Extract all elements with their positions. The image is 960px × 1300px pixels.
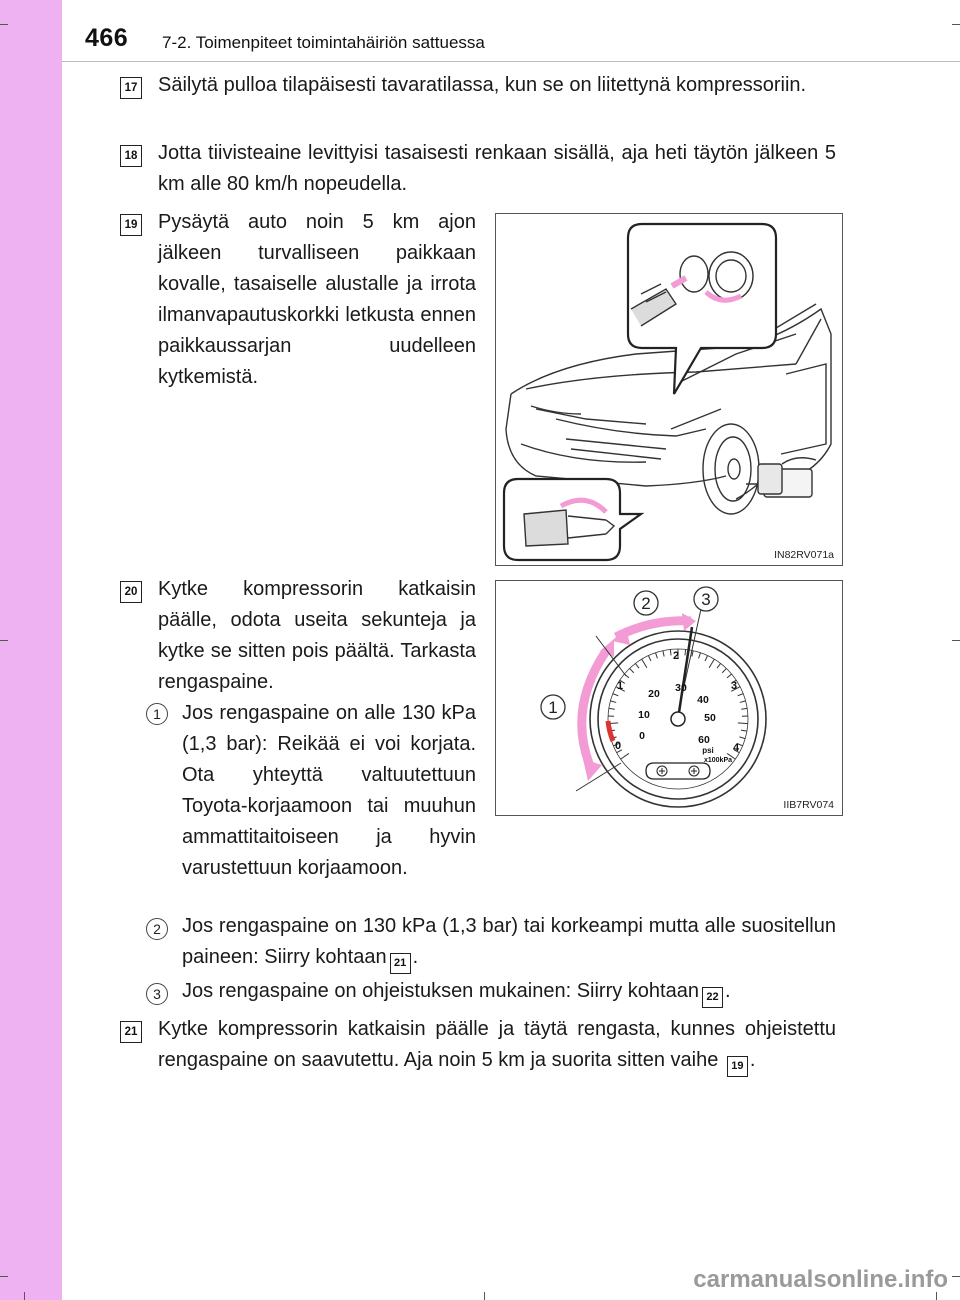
gauge-tick <box>609 708 615 709</box>
step-badge-21: 21 <box>120 1021 142 1043</box>
step-reference-22[interactable]: 22 <box>702 987 723 1008</box>
gauge-outer-tick-label: 2 <box>672 650 680 662</box>
step-badge-19: 19 <box>120 214 142 236</box>
sub-item-number-2: 2 <box>146 918 168 940</box>
gauge-inner-tick-label: 10 <box>638 709 650 721</box>
gauge-inner-tick-label: 30 <box>675 682 687 694</box>
gauge-tick <box>699 653 701 659</box>
gauge-tick <box>741 708 747 709</box>
gauge-illustration <box>496 581 842 815</box>
step-20-text: Kytke kompressorin katkaisin päälle, odota useita sekunteja ja kytke se sitten pois päältä. Tarkasta rengaspaine. <box>158 578 476 693</box>
step-reference-21[interactable]: 21 <box>390 953 411 974</box>
section-title: 7-2. Toimenpiteet toimintahäiriön sattuessa <box>162 33 485 52</box>
figure-code: IN82RV071a <box>774 549 834 561</box>
sub-item-number-1: 1 <box>146 703 168 725</box>
step-reference-19[interactable]: 19 <box>727 1056 748 1077</box>
crop-mark <box>952 1276 960 1277</box>
step-17-text: Säilytä pulloa tilapäisesti tavaratilassa, kun se on liitettynä kompressoriin. <box>158 74 807 96</box>
gauge-outer-tick-label: 3 <box>730 680 738 692</box>
gauge-callout-number: 2 <box>641 594 651 613</box>
gauge-callout-number: 3 <box>701 590 711 609</box>
gauge-tick <box>705 656 708 661</box>
car-repair-kit-figure <box>495 213 843 566</box>
gauge-tick <box>738 694 744 696</box>
pressure-gauge-figure <box>495 580 843 816</box>
gauge-inner-tick-label: 40 <box>697 694 709 706</box>
gauge-tick <box>685 649 686 655</box>
header-divider <box>62 61 960 62</box>
step-badge-17: 17 <box>120 77 142 99</box>
gauge-tick <box>663 651 664 657</box>
gauge-inner-tick-label: 60 <box>698 734 710 746</box>
step-badge-18: 18 <box>120 145 142 167</box>
gauge-tick <box>741 730 747 731</box>
gauge-tick <box>621 753 629 759</box>
gauge-tick <box>740 701 746 703</box>
sub-item-1-text: Jos rengaspaine on alle 130 kPa (1,3 bar): Reikää ei voi korjata. Ota yhteyttä valtuutettuun Toyota-korjaamoon tai muuhun ammattitaitoiseen ja hyvin varustettuun korjaamoon. <box>182 702 476 879</box>
gauge-tick <box>717 663 721 668</box>
car-illustration <box>496 214 842 565</box>
step-badge-20: 20 <box>120 581 142 603</box>
page-number: 466 <box>85 24 129 52</box>
gauge-tick <box>709 659 714 668</box>
gauge-tick <box>722 668 726 672</box>
gauge-inner-tick-label: 20 <box>648 688 660 700</box>
step-21-text: Kytke kompressorin katkaisin päälle ja täytä rengasta, kunnes ohjeistettu rengaspaine on saavutettu. Aja noin 5 km ja suorita sitten vaihe 19 . <box>158 1014 836 1077</box>
gauge-tick <box>630 668 634 672</box>
gauge-tick <box>655 653 657 659</box>
gauge-inner-tick-label: 50 <box>704 712 716 724</box>
gauge-tick <box>738 723 748 724</box>
crop-mark <box>952 640 960 641</box>
gauge-tick <box>648 656 651 661</box>
gauge-outer-tick-label: 1 <box>616 680 624 692</box>
sub-item-number-3: 3 <box>146 983 168 1005</box>
gauge-outer-tick-label: 4 <box>732 742 740 754</box>
gauge-tick <box>670 649 671 655</box>
thumb-index-sidebar <box>0 0 62 1300</box>
sub-item-3-text: Jos rengaspaine on ohjeistuksen mukainen: Siirry kohtaan 22 . <box>182 976 836 1008</box>
sub-item-2-text: Jos rengaspaine on 130 kPa (1,3 bar) tai korkeampi mutta alle suositellun paineen: Siirry kohtaan 21 . <box>182 911 836 974</box>
gauge-tick <box>739 737 745 739</box>
crop-mark <box>484 1292 485 1300</box>
gauge-unit-kpa: x100kPa <box>703 757 733 764</box>
gauge-tick <box>610 701 616 703</box>
gauge-unit-psi: psi <box>702 746 714 755</box>
crop-mark <box>952 24 960 25</box>
crop-mark <box>24 1292 25 1300</box>
watermark: carmanualsonline.info <box>693 1266 948 1293</box>
gauge-tick <box>613 694 619 696</box>
gauge-tick <box>635 663 639 668</box>
step-18-text: Jotta tiivisteaine levittyisi tasaisesti renkaan sisällä, aja heti täytön jälkeen 5 km alle 80 km/h nopeudella. <box>158 142 836 195</box>
gauge-tick <box>642 659 647 668</box>
gauge-tick <box>727 674 732 678</box>
gauge-outer-tick-label: 0 <box>614 740 622 752</box>
gauge-inner-tick-label: 0 <box>639 730 645 742</box>
step-19-text: Pysäytä auto noin 5 km ajon jälkeen turvalliseen paikkaan kovalle, tasaiselle alustalle ja irrota ilmanvapautuskorkki letkusta ennen paikkaussarjan uudelleen kytkemistä. <box>158 211 476 388</box>
gauge-callout-number: 1 <box>548 698 558 717</box>
figure-code: IIB7RV074 <box>783 799 834 811</box>
